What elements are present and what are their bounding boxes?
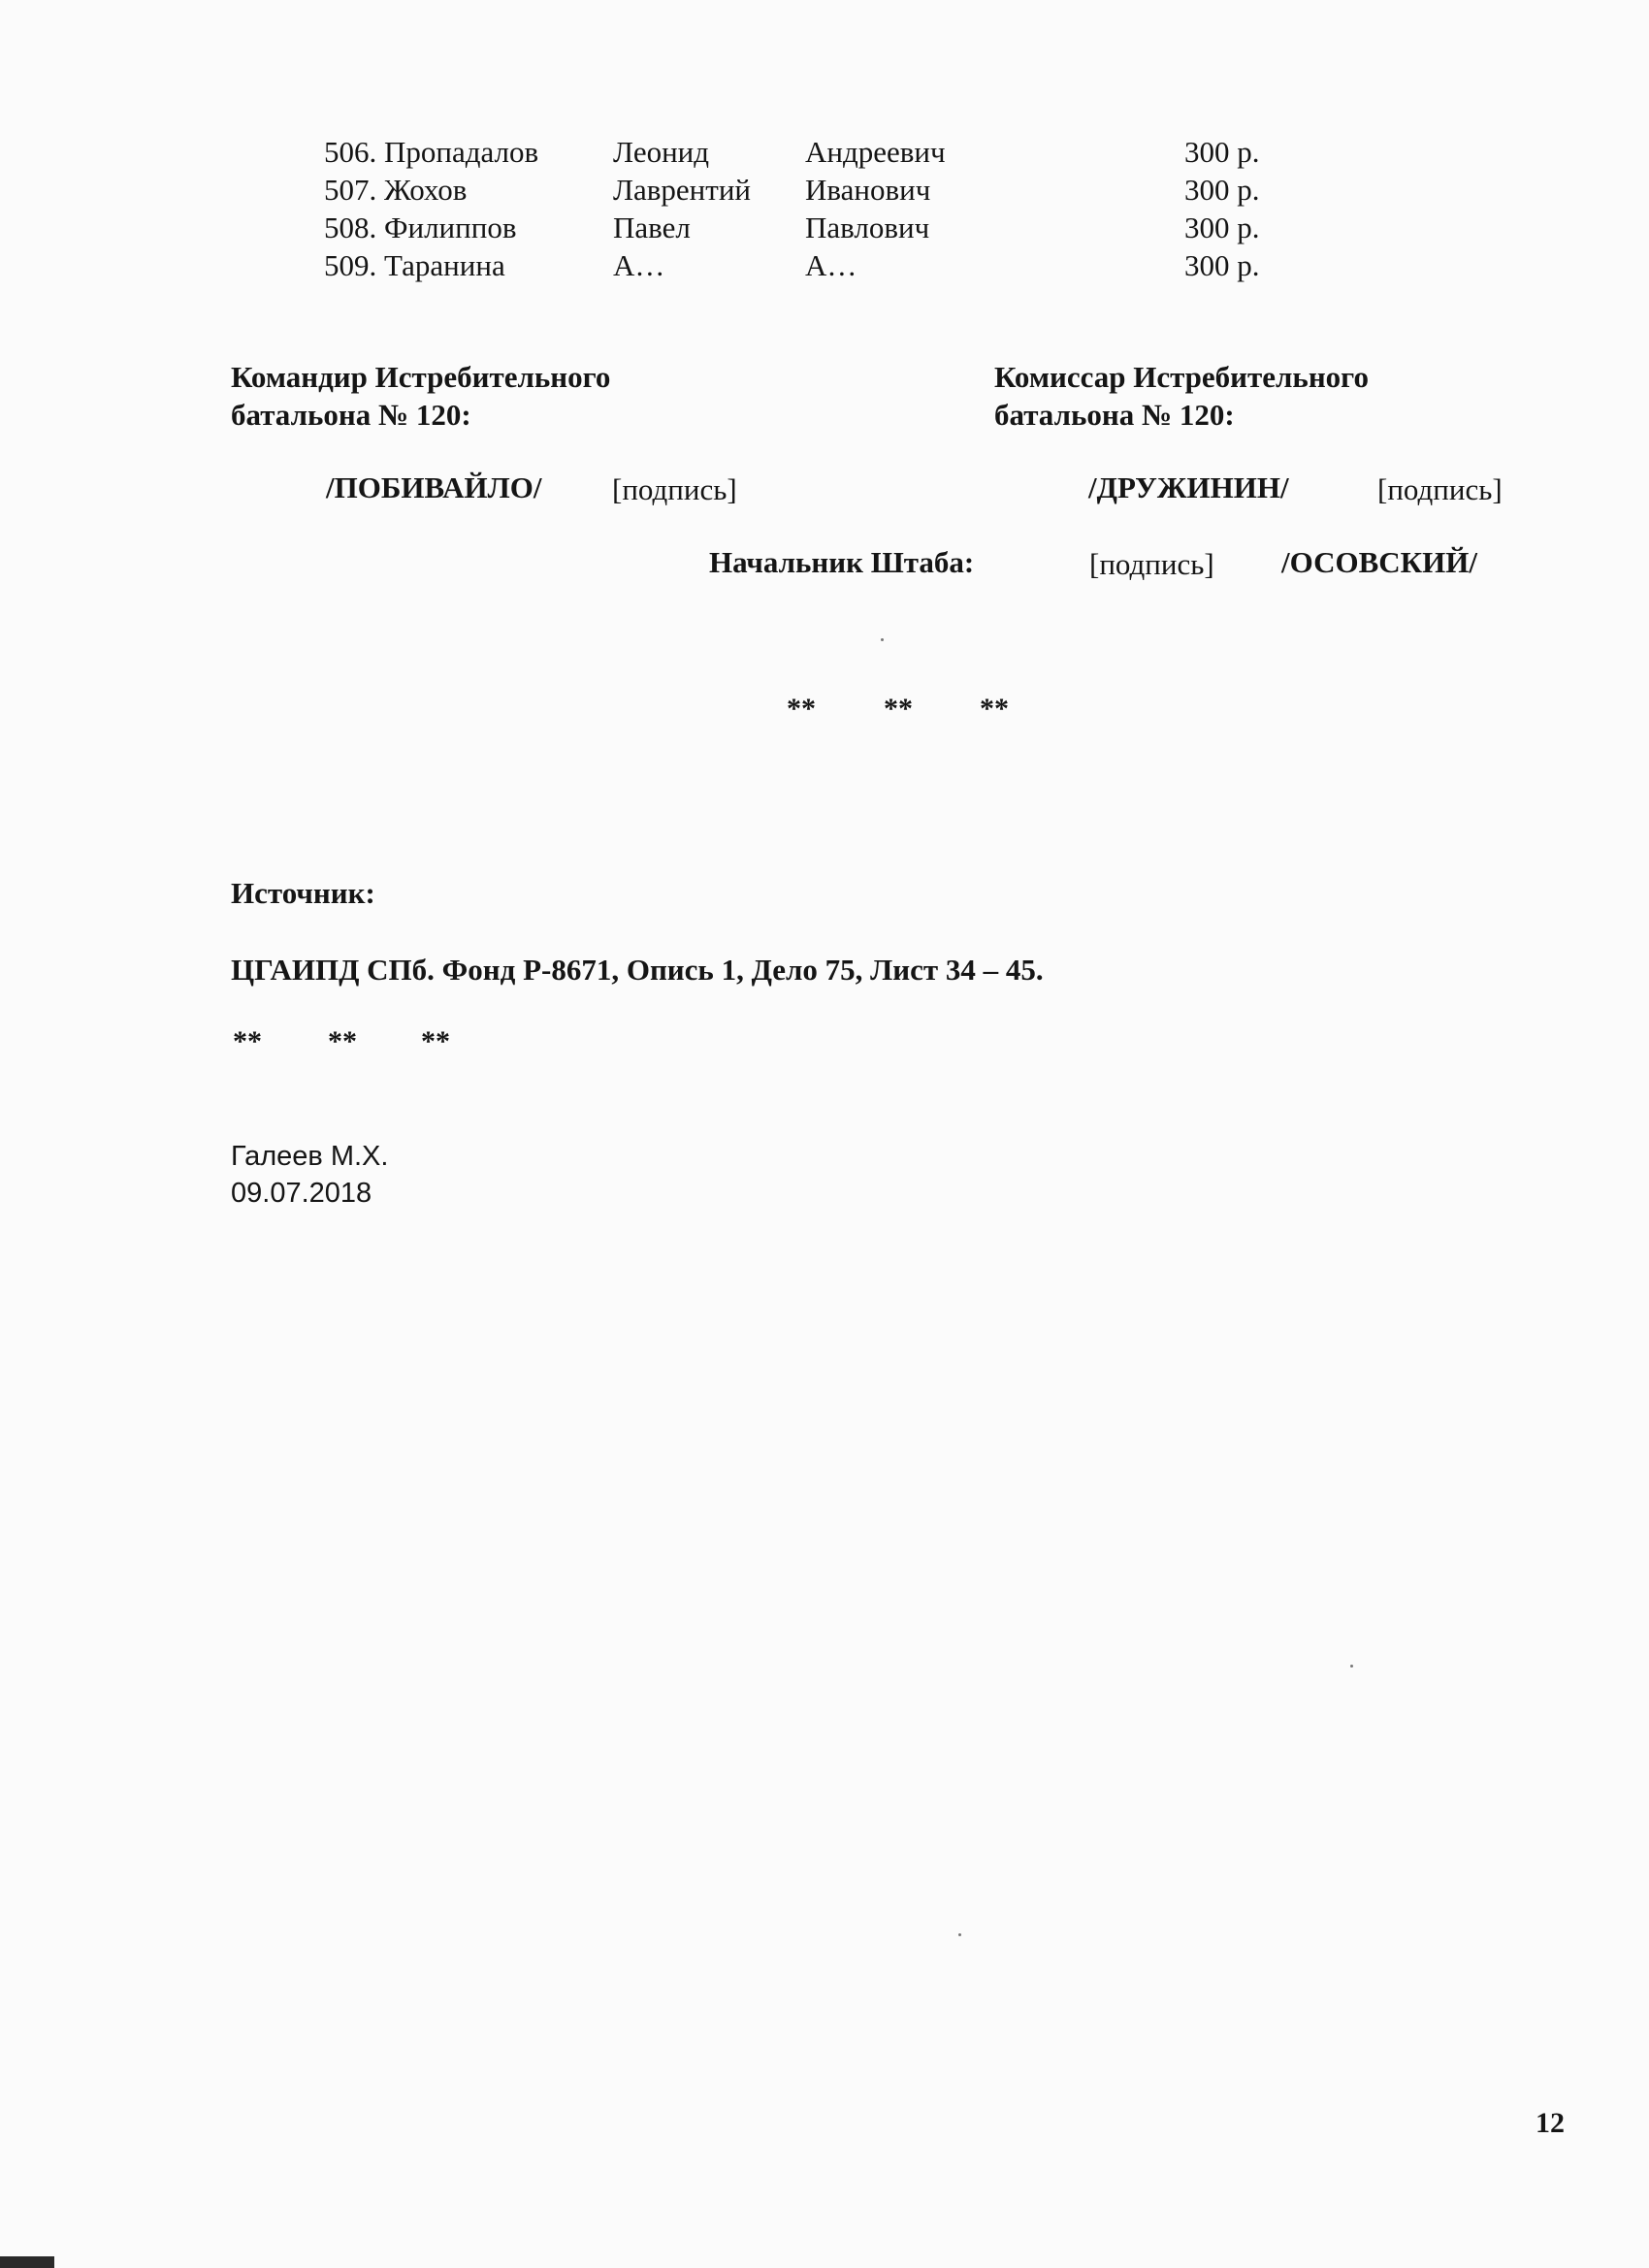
commander-signature-mark: [подпись]	[612, 472, 737, 506]
separator-asterisks: **	[884, 693, 913, 725]
source-label: Источник:	[231, 876, 375, 910]
source-reference: ЦГАИПД СПб. Фонд Р-8671, Опись 1, Дело 75, Лист 34 – 45.	[231, 953, 1044, 987]
separator-asterisks: **	[787, 693, 816, 725]
roster-row	[324, 210, 1391, 246]
roster-amount: 300 р.	[1184, 173, 1260, 207]
scan-speck	[881, 638, 884, 641]
commander-title-line2: батальона № 120:	[231, 398, 471, 432]
roster-amount: 300 р.	[1184, 211, 1260, 244]
roster-number-surname: 509. Таранина	[324, 248, 505, 282]
roster-first-name: Павел	[613, 211, 691, 244]
scan-edge-mark	[0, 2256, 54, 2268]
roster-patronymic: Павлович	[805, 211, 930, 244]
commissar-title-line1: Комиссар Истребительного	[994, 360, 1369, 394]
separator-asterisks: **	[233, 1025, 262, 1057]
scan-speck	[1350, 1665, 1353, 1668]
separator-asterisks: **	[421, 1025, 450, 1057]
roster-row	[324, 134, 1391, 171]
commissar-title-line2: батальона № 120:	[994, 398, 1235, 432]
separator-asterisks: **	[980, 693, 1009, 725]
scan-speck	[958, 1933, 961, 1936]
roster-patronymic: Андреевич	[805, 135, 946, 169]
roster-amount: 300 р.	[1184, 135, 1260, 169]
separator-asterisks: **	[328, 1025, 357, 1057]
roster-number-surname: 506. Пропадалов	[324, 135, 539, 169]
author-date: 09.07.2018	[231, 1178, 372, 1209]
commander-name: /ПОБИВАЙЛО/	[326, 470, 542, 504]
roster-number-surname: 508. Филиппов	[324, 211, 517, 244]
commissar-name: /ДРУЖИНИН/	[1088, 470, 1289, 504]
page-number: 12	[1536, 2107, 1565, 2139]
author-name: Галеев М.Х.	[231, 1141, 389, 1172]
chief-of-staff-name: /ОСОВСКИЙ/	[1281, 545, 1477, 579]
roster-first-name: Лаврентий	[613, 173, 751, 207]
roster-patronymic: Иванович	[805, 173, 931, 207]
roster-first-name: А…	[613, 248, 665, 282]
commander-title-line1: Командир Истребительного	[231, 360, 611, 394]
commissar-signature-mark: [подпись]	[1377, 472, 1503, 506]
roster-row	[324, 172, 1391, 209]
roster-patronymic: А…	[805, 248, 857, 282]
chief-of-staff-label: Начальник Штаба:	[709, 545, 975, 579]
chief-of-staff-signature-mark: [подпись]	[1089, 547, 1214, 581]
roster-row	[324, 247, 1391, 284]
roster-number-surname: 507. Жохов	[324, 173, 468, 207]
roster-first-name: Леонид	[613, 135, 710, 169]
roster-amount: 300 р.	[1184, 248, 1260, 282]
